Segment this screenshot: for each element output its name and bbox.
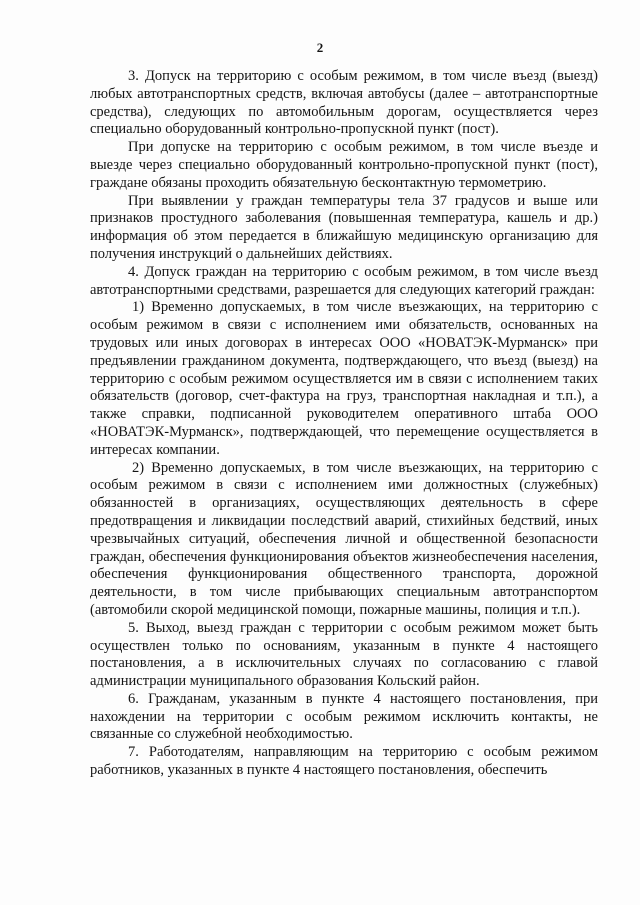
paragraph-3-access: 3. Допуск на территорию с особым режимом, в том числе въезд (выезд) любых автотранспортных средств, включая автобусы (далее – автотранспортные средства), следующих по автомобильным дорогам, осуществляется через специально оборудованный контрольно-пропускной пункт (пост). [90,68,598,138]
paragraph-4-2: 2) Временно допускаемых, в том числе въезжающих, на территорию с особым режимом в связи с исполнением ими должностных (служебных) обязанностей в организациях, осуществляющих деятельность в сфере предотвращения и ликвидации последствий аварий, стихийных бедствий, иных чрезвычайных ситуаций, обеспечения личной и общественной безопасности граждан, обеспечения функционирования объектов жизнеобеспечения населения, обеспечения функционирования общественного транспорта, дорожной деятельности, в том числе прибывающих специальным автотранспортом (автомобили скорой медицинской помощи, пожарные машины, полиция и т.п.). [90,459,598,618]
paragraph-4-1: 1) Временно допускаемых, в том числе въезжающих, на территорию с особым режимом в связи с исполнением ими обязательств, основанных на трудовых или иных договорах в интересах ООО «НОВАТЭК-Мурманск» при предъявлении гражданином документа, подтверждающего, что въезд (выезд) на территорию с особым режимом осуществляется им в связи с исполнением таких обязательств (договор, счет-фактура на груз, транспортная накладная и т.п.), а также справки, подписанной руководителем оперативного штаба ООО «НОВАТЭК-Мурманск», подтверждающей, что перемещение осуществляется в интересах компании. [90,299,598,458]
paragraph-thermometry: При допуске на территорию с особым режимом, в том числе въезде и выезде через специально оборудованный контрольно-пропускной пункт (пост), граждане обязаны проходить обязательную бесконтактную термометрию. [90,139,598,191]
paragraph-6-contacts: 6. Гражданам, указанным в пункте 4 настоящего постановления, при нахождении на территории с особым режимом исключить контакты, не связанные со служебной необходимостью. [90,690,598,743]
paragraph-5-exit: 5. Выход, выезд граждан с территории с особым режимом может быть осуществлен только по основаниям, указанным в пункте 4 настоящего постановления, а в исключительных случаях по согласованию с главой администрации муниципального образования Кольский район. [90,619,598,690]
paragraph-7-employers: 7. Работодателям, направляющим на территорию с особым режимом работников, указанных в пункте 4 настоящего постановления, обеспечить [90,744,598,779]
document-body [90,68,598,780]
paragraph-4-categories: 4. Допуск граждан на территорию с особым режимом, в том числе въезд автотранспортными средствами, разрешается для следующих категорий граждан: [90,263,598,298]
page-number: 2 [316,40,324,55]
paragraph-temperature: При выявлении у граждан температуры тела 37 градусов и выше или признаков простудного заболевания (повышенная температура, кашель и др.) информация об этом передается в ближайшую медицинскую организацию для получения инструкций о дальнейших действиях. [90,192,598,262]
